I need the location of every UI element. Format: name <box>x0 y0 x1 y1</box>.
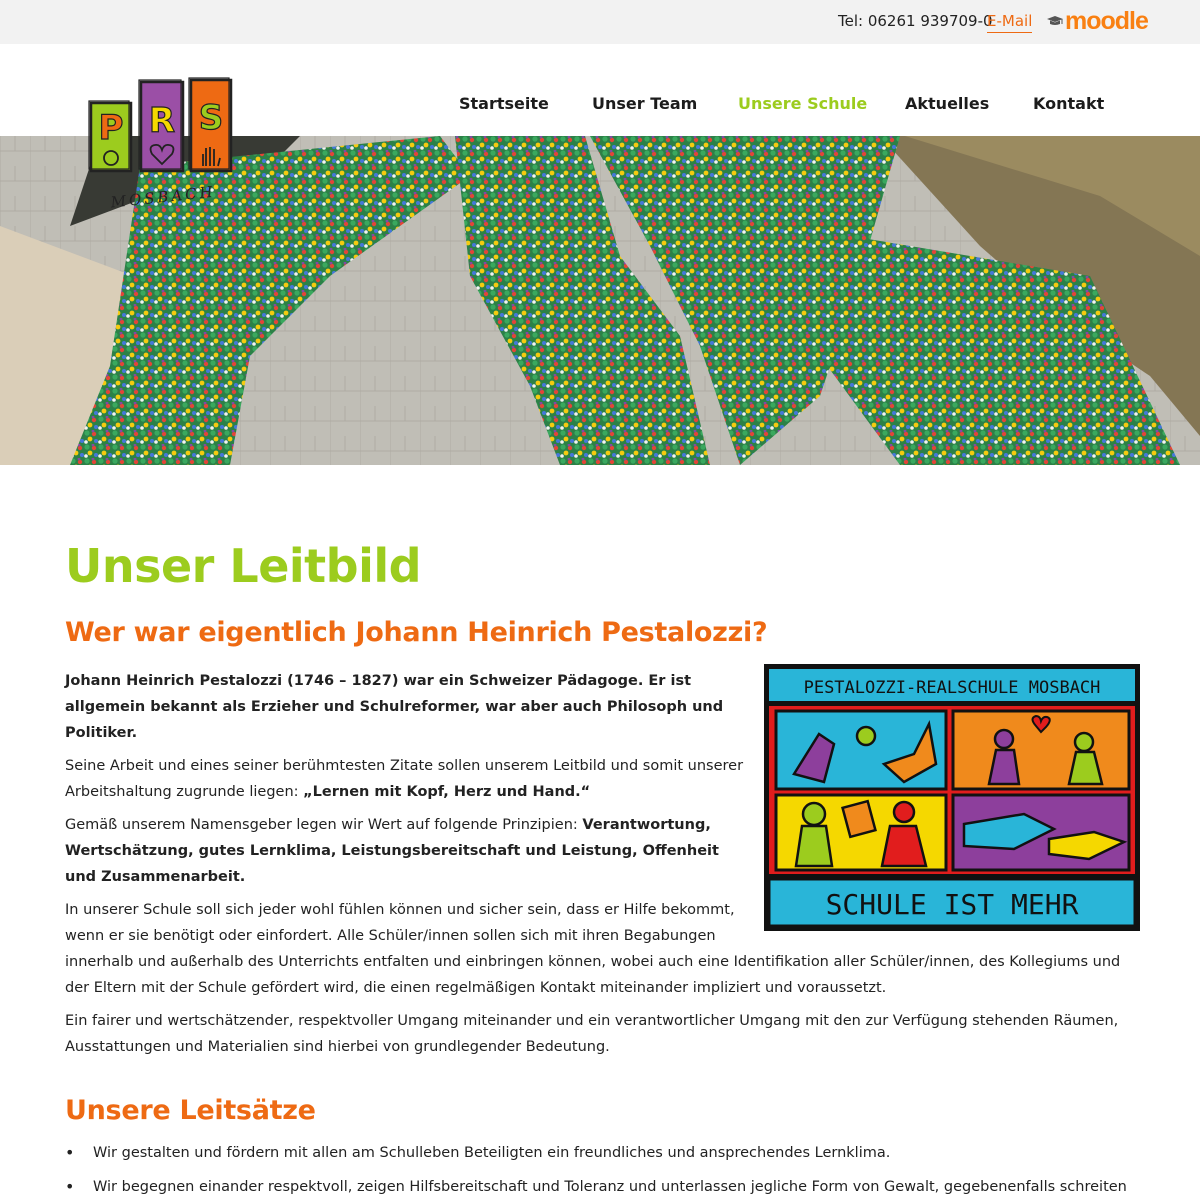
list-item: • Wir gestalten und fördern mit allen am Schulleben Beteiligten ein freundliches und ansprechendes Lernklima. <box>65 1140 1140 1166</box>
list-item: • Wir begegnen einander respektvoll, zeigen Hilfsbereitschaft und Toleranz und unterlassen jegliche Form von Gewalt, gegebenenfalls schreiten <box>65 1174 1140 1200</box>
logo-letter-p: P <box>98 108 124 148</box>
top-bar <box>0 0 1200 44</box>
logo-block-s <box>189 78 231 171</box>
poster-bottom-text: SCHULE IST MEHR <box>825 888 1079 921</box>
prs-logo[interactable] <box>85 74 235 212</box>
poster-top-text: PESTALOZZI-REALSCHULE MOSBACH <box>803 678 1101 698</box>
paragraph-umgang: Ein fairer und wertschätzender, respektvoller Umgang miteinander und ein verantwortlicher Umgang mit den zur Verfügung stehenden Räumen, Ausstattungen und Materialien sind hierbei von grundlegender Bedeutung. <box>65 1013 1119 1055</box>
logo-letter-s: S <box>198 98 224 138</box>
nav-kontakt[interactable]: Kontakt <box>1033 94 1105 113</box>
email-link[interactable]: E-Mail <box>987 12 1032 33</box>
paragraph-schule: In unserer Schule soll sich jeder wohl fühlen können und sicher sein, dass er Hilfe bekommt, wenn er sie benötigt oder einfordert. Alle Schüler/innen sollen sich mit ihren Begabungen innerhalb und außerhalb des Unterrichts entfalten und einbringen können, wobei auch eine Identifikation aller Schüler/innen, des Kollegiums und der Eltern mit der Schule gefördert wird, die einen regelmäßigen Kontakt miteinander impliziert und voraussetzt. <box>65 902 1121 996</box>
logo-town-text: MOSBACH <box>109 182 217 212</box>
intro-text: Johann Heinrich Pestalozzi (1746 – 1827) war ein Schweizer Pädagoge. Er ist allgemein bekannt als Erzieher und Schulreformer, war aber auch Philosoph und Politiker. <box>65 673 724 741</box>
logo-block-r <box>139 80 183 171</box>
paragraph-prinzipien-text: Gemäß unserem Namensgeber legen wir Wert auf folgende Prinzipien: <box>65 817 583 833</box>
section-heading-leitsaetze: Unsere Leitsätze <box>65 1095 316 1126</box>
nav-aktuelles[interactable]: Aktuelles <box>905 94 990 113</box>
paragraph-zitat-text: Seine Arbeit und eines seiner berühmtesten Zitate sollen unserem Leitbild und somit unserer Arbeitshaltung zugrunde liegen: <box>65 758 744 800</box>
poster-image <box>764 664 1140 931</box>
graduation-cap-icon <box>1046 15 1064 27</box>
prinzipien-list: Verantwortung, Wertschätzung, gutes Lernklima, Leistungsbereitschaft und Leistung, Offenheit und Zusammenarbeit. <box>65 817 719 885</box>
leitsaetze-list <box>65 1140 1140 1200</box>
logo-letter-r: R <box>148 101 176 141</box>
phone-number[interactable]: Tel: 06261 939709-0 <box>838 12 993 30</box>
nav-unser-team[interactable]: Unser Team <box>592 94 698 113</box>
section-heading-pestalozzi: Wer war eigentlich Johann Heinrich Pestalozzi? <box>65 617 768 648</box>
page-title: Unser Leitbild <box>65 539 422 593</box>
main-content <box>65 540 1140 1201</box>
pestalozzi-quote: „Lernen mit Kopf, Herz und Hand.“ <box>303 784 591 800</box>
nav-startseite[interactable]: Startseite <box>459 94 549 113</box>
logo-block-p <box>89 101 131 171</box>
nav-unsere-schule[interactable]: Unsere Schule <box>738 94 868 113</box>
moodle-wordmark: moodle <box>1065 6 1148 35</box>
moodle-link[interactable] <box>1046 6 1148 36</box>
